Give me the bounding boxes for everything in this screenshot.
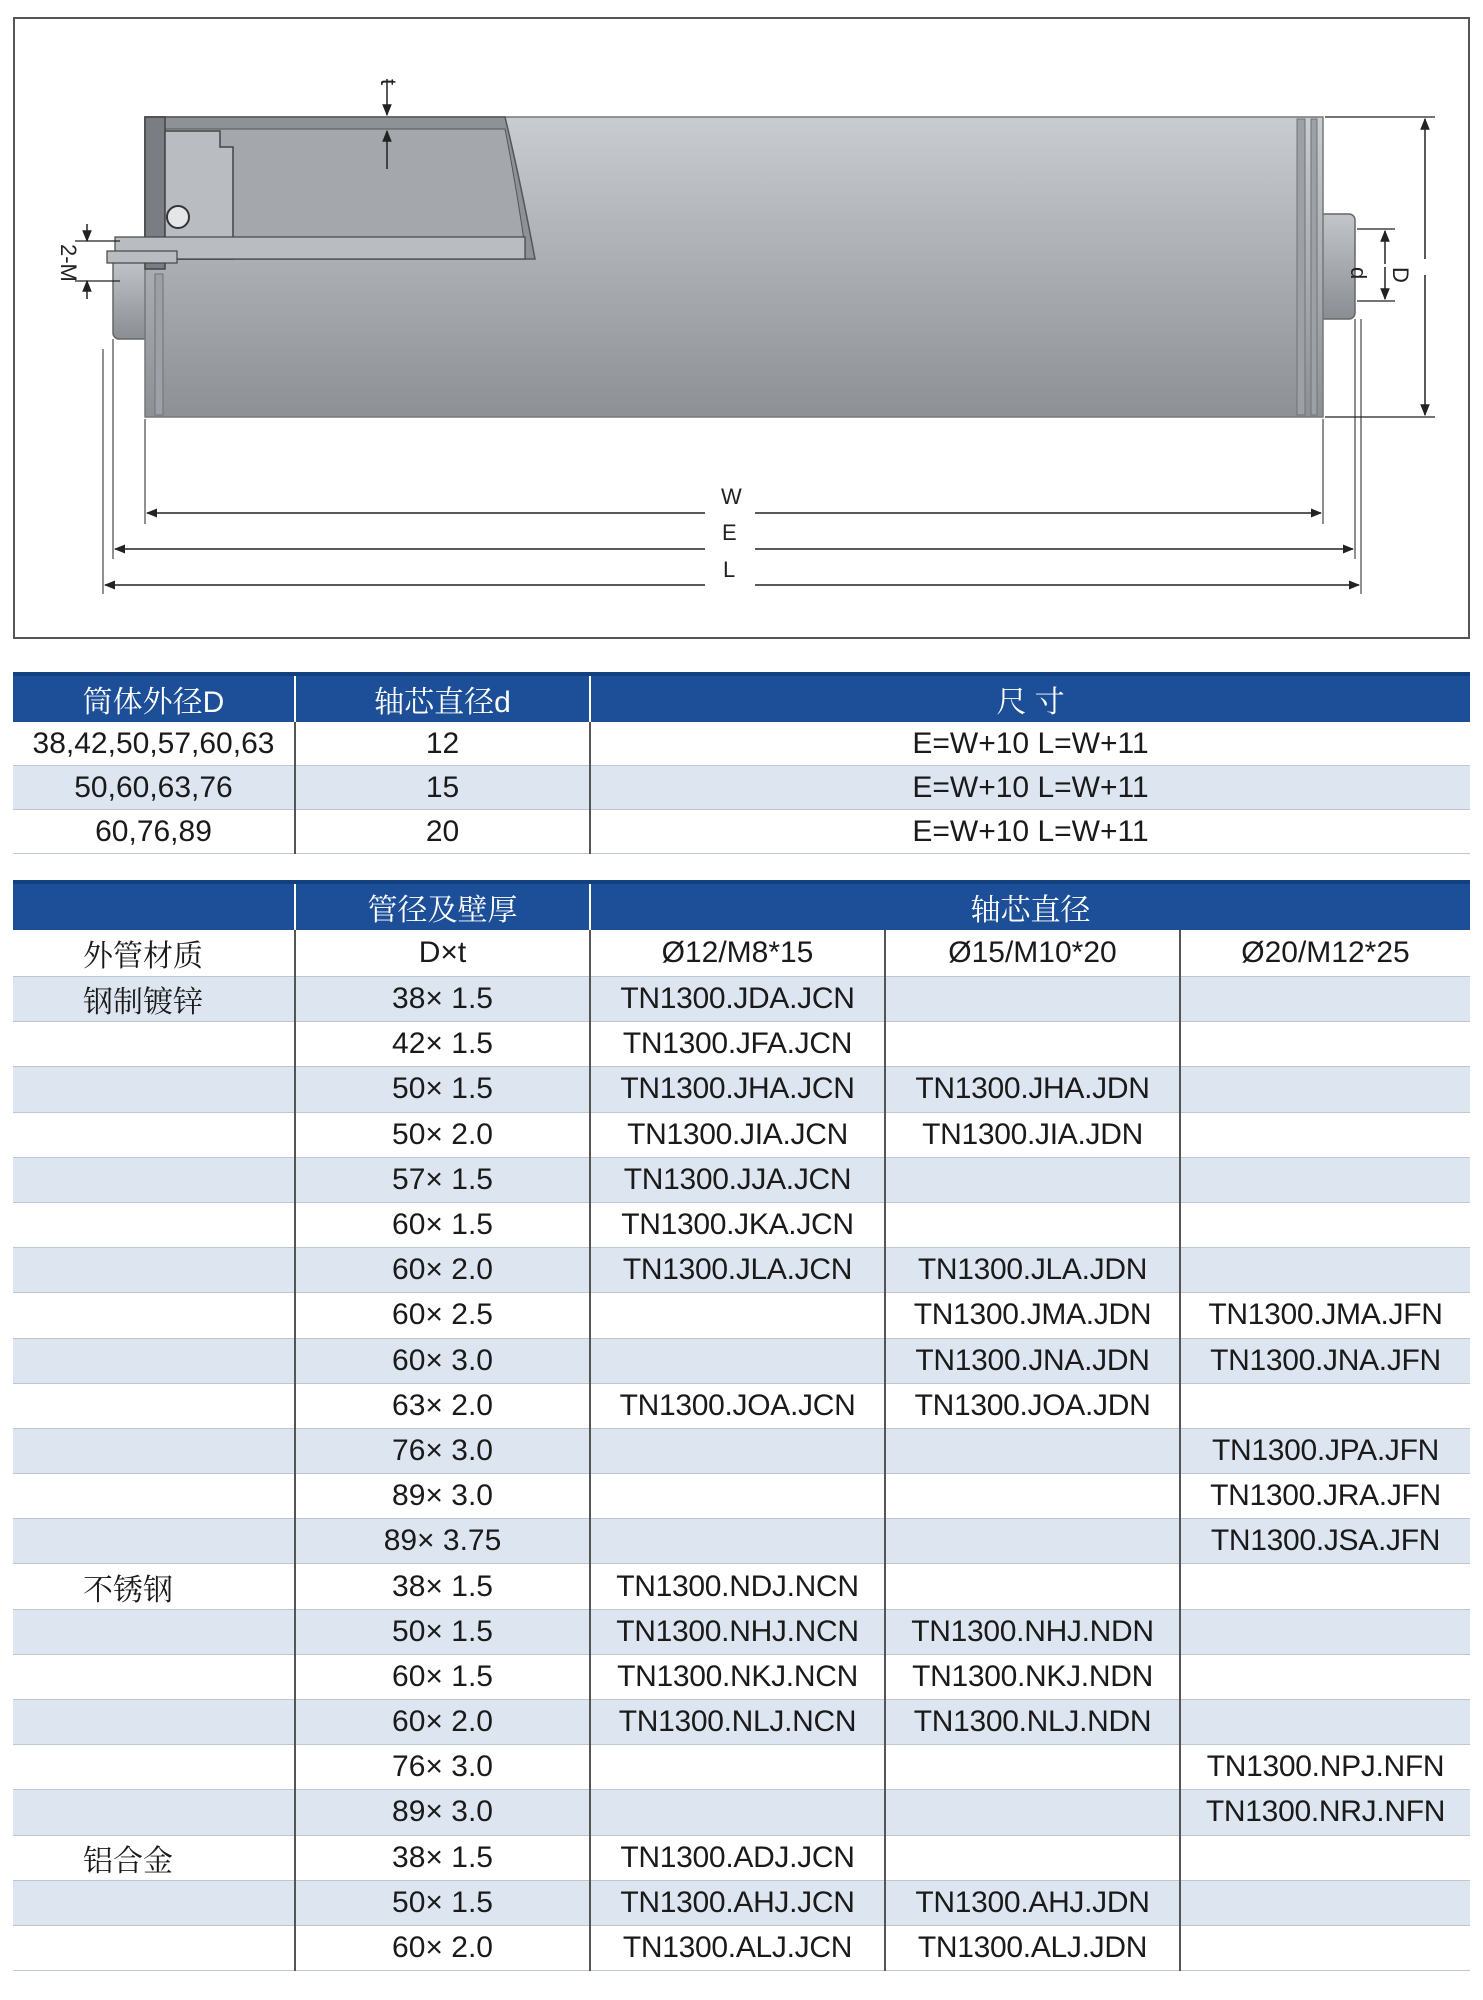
model-row (13, 1609, 1470, 1654)
cell-dt: 60× 2.5 (295, 1293, 590, 1338)
cell-dt: 42× 1.5 (295, 1022, 590, 1067)
cell-material (13, 1925, 295, 1970)
cell-model-12: TN1300.NLJ.NCN (590, 1700, 885, 1745)
cell-model-12 (590, 1293, 885, 1338)
cell-model-20: TN1300.JSA.JFN (1180, 1519, 1470, 1564)
cell-model-12: TN1300.NHJ.NCN (590, 1609, 885, 1654)
cell-dt: 60× 1.5 (295, 1202, 590, 1247)
cell-dt: 50× 1.5 (295, 1880, 590, 1925)
cell-material (13, 1338, 295, 1383)
cell-model-20 (1180, 1157, 1470, 1202)
cell-model-15 (885, 1474, 1180, 1519)
m-label: 2-M (56, 244, 81, 282)
model-row (13, 1700, 1470, 1745)
cell-tube-diameter: 60,76,89 (13, 810, 295, 854)
cell-dt: 60× 2.0 (295, 1248, 590, 1293)
header-size: 尺 寸 (590, 674, 1470, 722)
model-row (13, 1293, 1470, 1338)
cell-material (13, 1202, 295, 1247)
cell-model-12 (590, 1428, 885, 1473)
cell-model-20 (1180, 1067, 1470, 1112)
cell-dt: 50× 1.5 (295, 1609, 590, 1654)
cell-model-15 (885, 1202, 1180, 1247)
cell-size: E=W+10 L=W+11 (590, 766, 1470, 810)
cell-model-12: TN1300.ADJ.JCN (590, 1835, 885, 1880)
subheader-12: Ø12/M8*15 (590, 930, 885, 977)
cell-material (13, 1745, 295, 1790)
cell-model-20 (1180, 1022, 1470, 1067)
header-blank (13, 882, 295, 930)
subheader-15: Ø15/M10*20 (885, 930, 1180, 977)
cell-model-12: TN1300.JKA.JCN (590, 1202, 885, 1247)
roller-drawing (13, 17, 1470, 639)
cell-model-15: TN1300.JHA.JDN (885, 1067, 1180, 1112)
cell-material (13, 1474, 295, 1519)
cell-model-15: TN1300.NKJ.NDN (885, 1654, 1180, 1699)
cell-material (13, 1112, 295, 1157)
cell-model-12 (590, 1474, 885, 1519)
size-row (13, 722, 1470, 766)
t-label: t (376, 79, 401, 86)
cell-model-20: TN1300.NRJ.NFN (1180, 1790, 1470, 1835)
cell-dt: 76× 3.0 (295, 1745, 590, 1790)
cell-shaft-diameter: 15 (295, 766, 590, 810)
cell-dt: 89× 3.0 (295, 1474, 590, 1519)
cell-dt: 38× 1.5 (295, 977, 590, 1022)
header-tube-diameter: 筒体外径D (13, 674, 295, 722)
cell-material: 钢制镀锌 (13, 977, 295, 1022)
model-row (13, 1790, 1470, 1835)
cell-model-20 (1180, 1202, 1470, 1247)
cell-model-12 (590, 1519, 885, 1564)
cell-model-12 (590, 1338, 885, 1383)
cell-model-12: TN1300.AHJ.JCN (590, 1880, 885, 1925)
cell-dt: 89× 3.75 (295, 1519, 590, 1564)
cell-material (13, 1022, 295, 1067)
cell-model-20: TN1300.NPJ.NFN (1180, 1745, 1470, 1790)
cell-model-12: TN1300.NKJ.NCN (590, 1654, 885, 1699)
model-row (13, 1880, 1470, 1925)
model-row (13, 1564, 1470, 1609)
cell-material (13, 1428, 295, 1473)
cell-material: 铝合金 (13, 1835, 295, 1880)
size-table-header (13, 674, 1470, 722)
model-row (13, 1428, 1470, 1473)
model-row (13, 1925, 1470, 1970)
cell-model-15: TN1300.JLA.JDN (885, 1248, 1180, 1293)
cell-model-20 (1180, 1248, 1470, 1293)
cell-material (13, 1067, 295, 1112)
model-row (13, 1835, 1470, 1880)
cell-model-20 (1180, 977, 1470, 1022)
model-row (13, 1474, 1470, 1519)
cell-model-15: TN1300.JNA.JDN (885, 1338, 1180, 1383)
model-row (13, 1157, 1470, 1202)
cell-dt: 63× 2.0 (295, 1383, 590, 1428)
cell-material (13, 1880, 295, 1925)
cell-model-12: TN1300.JFA.JCN (590, 1022, 885, 1067)
D-label: D (1388, 267, 1413, 283)
header-shaft-diameter-group: 轴芯直径 (590, 882, 1470, 930)
cell-model-12 (590, 1745, 885, 1790)
cell-dt: 57× 1.5 (295, 1157, 590, 1202)
model-row (13, 1338, 1470, 1383)
W-label: W (721, 484, 742, 509)
cell-model-15: TN1300.ALJ.JDN (885, 1925, 1180, 1970)
model-row (13, 1112, 1470, 1157)
cell-dt: 89× 3.0 (295, 1790, 590, 1835)
cell-model-15 (885, 1745, 1180, 1790)
cell-material (13, 1519, 295, 1564)
cell-tube-diameter: 38,42,50,57,60,63 (13, 722, 295, 766)
size-row (13, 766, 1470, 810)
cell-model-12: TN1300.NDJ.NCN (590, 1564, 885, 1609)
cell-model-15 (885, 1428, 1180, 1473)
cell-model-15: TN1300.NLJ.NDN (885, 1700, 1180, 1745)
cell-dt: 60× 2.0 (295, 1925, 590, 1970)
cell-model-15 (885, 1519, 1180, 1564)
cell-dt: 60× 3.0 (295, 1338, 590, 1383)
cell-model-12: TN1300.ALJ.JCN (590, 1925, 885, 1970)
cell-material (13, 1383, 295, 1428)
cell-size: E=W+10 L=W+11 (590, 722, 1470, 766)
cell-model-20 (1180, 1564, 1470, 1609)
roller-diagram-svg (15, 19, 1468, 637)
model-row (13, 1202, 1470, 1247)
cell-model-20 (1180, 1925, 1470, 1970)
cell-model-15 (885, 1790, 1180, 1835)
cell-model-12: TN1300.JHA.JCN (590, 1067, 885, 1112)
cell-dt: 60× 2.0 (295, 1700, 590, 1745)
L-label: L (723, 557, 736, 582)
cell-model-12: TN1300.JIA.JCN (590, 1112, 885, 1157)
model-table (13, 880, 1470, 1971)
cell-material (13, 1157, 295, 1202)
subheader-material: 外管材质 (13, 930, 295, 977)
cell-model-12: TN1300.JOA.JCN (590, 1383, 885, 1428)
cell-material (13, 1293, 295, 1338)
cell-model-20 (1180, 1609, 1470, 1654)
model-row (13, 1022, 1470, 1067)
size-table (13, 672, 1470, 854)
model-row (13, 1519, 1470, 1564)
cell-model-15: TN1300.JMA.JDN (885, 1293, 1180, 1338)
cell-material: 不锈钢 (13, 1564, 295, 1609)
cell-model-20 (1180, 1112, 1470, 1157)
cell-dt: 38× 1.5 (295, 1564, 590, 1609)
cell-model-20 (1180, 1654, 1470, 1699)
cell-model-12: TN1300.JDA.JCN (590, 977, 885, 1022)
cell-dt: 76× 3.0 (295, 1428, 590, 1473)
cell-material (13, 1654, 295, 1699)
model-table-header (13, 882, 1470, 930)
model-table-subheader (13, 930, 1470, 977)
E-label: E (722, 520, 737, 545)
cell-model-15 (885, 1835, 1180, 1880)
subheader-dt: D×t (295, 930, 590, 977)
cell-material (13, 1790, 295, 1835)
model-row (13, 1745, 1470, 1790)
model-row (13, 977, 1470, 1022)
model-row (13, 1067, 1470, 1112)
cell-shaft-diameter: 12 (295, 722, 590, 766)
cell-model-15 (885, 1157, 1180, 1202)
cell-model-20 (1180, 1700, 1470, 1745)
cell-model-20: TN1300.JMA.JFN (1180, 1293, 1470, 1338)
cell-size: E=W+10 L=W+11 (590, 810, 1470, 854)
cell-dt: 60× 1.5 (295, 1654, 590, 1699)
cell-model-15 (885, 1564, 1180, 1609)
cell-model-12: TN1300.JLA.JCN (590, 1248, 885, 1293)
d-label: d (1346, 267, 1371, 280)
cell-dt: 50× 2.0 (295, 1112, 590, 1157)
model-row (13, 1654, 1470, 1699)
size-row (13, 810, 1470, 854)
cell-model-12: TN1300.JJA.JCN (590, 1157, 885, 1202)
cell-model-20 (1180, 1835, 1470, 1880)
cell-model-15 (885, 977, 1180, 1022)
model-row (13, 1383, 1470, 1428)
cell-model-20: TN1300.JNA.JFN (1180, 1338, 1470, 1383)
cell-model-20 (1180, 1383, 1470, 1428)
cell-model-12 (590, 1790, 885, 1835)
model-row (13, 1248, 1470, 1293)
model-table-body (13, 930, 1470, 1971)
cell-model-15: TN1300.AHJ.JDN (885, 1880, 1180, 1925)
cell-model-20 (1180, 1880, 1470, 1925)
subheader-20: Ø20/M12*25 (1180, 930, 1470, 977)
header-tube-thickness: 管径及壁厚 (295, 882, 590, 930)
cell-model-20: TN1300.JPA.JFN (1180, 1428, 1470, 1473)
cell-model-15: TN1300.JIA.JDN (885, 1112, 1180, 1157)
cell-material (13, 1609, 295, 1654)
cell-tube-diameter: 50,60,63,76 (13, 766, 295, 810)
cell-material (13, 1700, 295, 1745)
cell-dt: 38× 1.5 (295, 1835, 590, 1880)
header-shaft-diameter: 轴芯直径d (295, 674, 590, 722)
cell-shaft-diameter: 20 (295, 810, 590, 854)
cell-model-15: TN1300.NHJ.NDN (885, 1609, 1180, 1654)
cell-dt: 50× 1.5 (295, 1067, 590, 1112)
cell-model-15: TN1300.JOA.JDN (885, 1383, 1180, 1428)
size-table-body (13, 722, 1470, 854)
cell-model-20: TN1300.JRA.JFN (1180, 1474, 1470, 1519)
cell-model-15 (885, 1022, 1180, 1067)
cell-material (13, 1248, 295, 1293)
